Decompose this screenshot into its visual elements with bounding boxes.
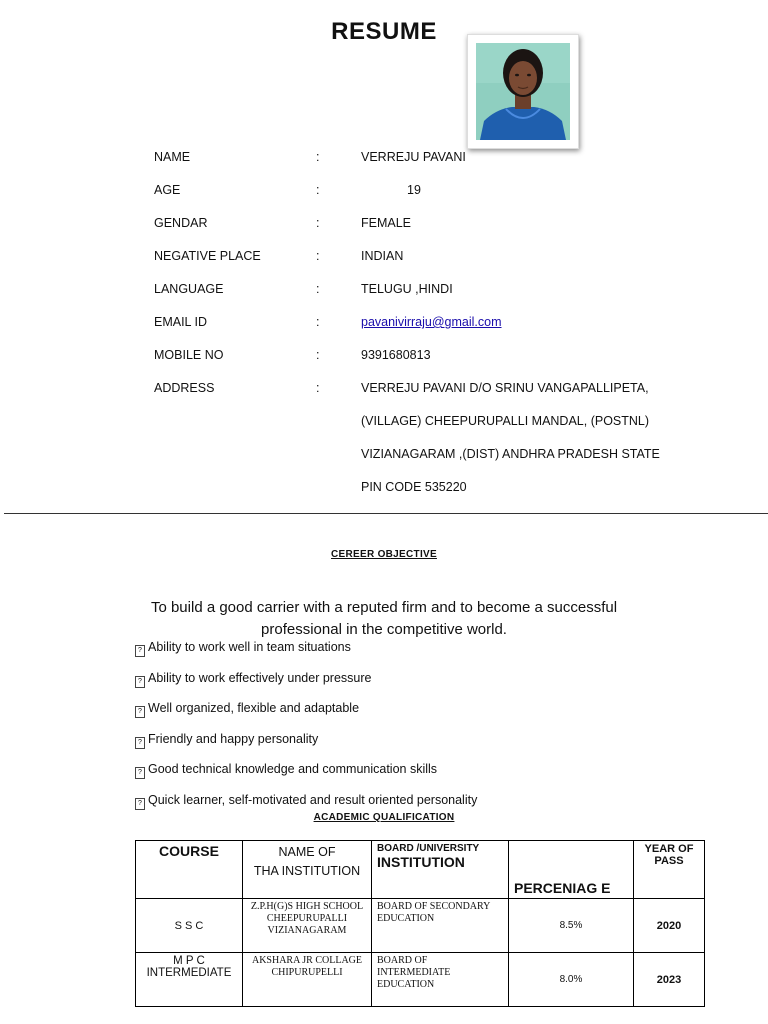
career-objective-heading: CEREER OBJECTIVE: [331, 549, 437, 560]
missing-glyph-icon: ?: [135, 645, 145, 657]
cell-course: S S C: [136, 899, 243, 953]
email-link[interactable]: pavanivirraju@gmail.com: [361, 315, 502, 329]
detail-colon: :: [316, 249, 320, 263]
cell-percentage: 8.0%: [509, 953, 634, 1007]
detail-colon: :: [316, 348, 320, 362]
address-line: [154, 414, 714, 434]
detail-row-gender: [154, 216, 714, 236]
list-item-text: Ability to work effectively under pressure: [148, 671, 372, 685]
missing-glyph-icon: ?: [135, 798, 145, 810]
missing-glyph-icon: ?: [135, 706, 145, 718]
header-board-line1: BOARD /UNIVERSITY: [377, 843, 480, 854]
list-item: [135, 701, 359, 718]
list-item: [135, 640, 351, 657]
detail-label: ADDRESS: [154, 381, 215, 395]
list-item: [135, 793, 477, 810]
list-item: [135, 671, 371, 688]
profile-photo: [467, 34, 579, 149]
list-item-text: Ability to work well in team situations: [148, 640, 351, 654]
missing-glyph-icon: ?: [135, 767, 145, 779]
cell-institution: AKSHARA JR COLLAGE CHIPURUPELLI: [243, 953, 372, 1007]
list-item-text: Well organized, flexible and adaptable: [148, 701, 360, 715]
detail-label: MOBILE NO: [154, 348, 224, 362]
header-percentage-text: PERCENIAG E: [514, 880, 611, 896]
detail-row-mobile: [154, 348, 714, 368]
objective-text: To build a good carrier with a reputed firm and to become a successful professional in the competitive world.: [150, 599, 618, 638]
cell-course: M P C INTERMEDIATE: [136, 953, 243, 1007]
detail-row-age: [154, 183, 714, 203]
header-institution: [243, 841, 372, 899]
header-percentage: [509, 841, 634, 899]
table-row: [136, 899, 705, 953]
table-header-row: [136, 841, 705, 899]
detail-colon: :: [316, 183, 320, 197]
detail-value: VERREJU PAVANI D/O SRINU VANGAPALLIPETA,: [361, 381, 649, 395]
list-item-text: Quick learner, self-motivated and result oriented personality: [148, 793, 478, 807]
header-course: [136, 841, 243, 899]
cell-year: 2023: [634, 953, 705, 1007]
cell-percentage: 8.5%: [509, 899, 634, 953]
cell-institution: Z.P.H(G)S HIGH SCHOOL CHEEPURUPALLI VIZIANAGARAM: [243, 899, 372, 953]
detail-row-language: [154, 282, 714, 302]
detail-value: INDIAN: [361, 249, 404, 263]
detail-label: GENDAR: [154, 216, 208, 230]
list-item: [135, 732, 318, 749]
table-row: [136, 953, 705, 1007]
detail-colon: :: [316, 381, 320, 395]
academic-heading: ACADEMIC QUALIFICATION: [313, 812, 455, 823]
address-line-text: PIN CODE 535220: [361, 480, 467, 494]
header-course-text: COURSE: [159, 843, 219, 859]
detail-value: 19: [407, 183, 421, 197]
detail-label: EMAIL ID: [154, 315, 208, 329]
list-item-text: Good technical knowledge and communication skills: [148, 762, 438, 776]
cell-year: 2020: [634, 899, 705, 953]
header-institution-line1: NAME OF: [278, 845, 336, 859]
section-divider: [4, 513, 768, 514]
detail-value: 9391680813: [361, 348, 431, 362]
detail-row-native-place: [154, 249, 714, 269]
detail-colon: :: [316, 315, 320, 329]
list-item-text: Friendly and happy personality: [148, 732, 319, 746]
detail-value: FEMALE: [361, 216, 412, 230]
detail-label: LANGUAGE: [154, 282, 224, 296]
detail-row-name: [154, 150, 714, 170]
detail-value: VERREJU PAVANI: [361, 150, 466, 164]
detail-colon: :: [316, 282, 320, 296]
detail-colon: :: [316, 216, 320, 230]
header-board: [372, 841, 509, 899]
detail-label: NEGATIVE PLACE: [154, 249, 261, 263]
detail-row-address: [154, 381, 714, 401]
missing-glyph-icon: ?: [135, 737, 145, 749]
header-board-line2: INSTITUTION: [377, 854, 465, 870]
cell-board: BOARD OF SECONDARY EDUCATION: [372, 899, 509, 953]
missing-glyph-icon: ?: [135, 676, 145, 688]
academic-table: [135, 840, 705, 1007]
cell-board: BOARD OF INTERMEDIATE EDUCATION: [372, 953, 509, 1007]
detail-label: AGE: [154, 183, 181, 197]
header-year-text: YEAR OF PASS: [644, 843, 694, 867]
detail-label: NAME: [154, 150, 191, 164]
list-item: [135, 762, 437, 779]
address-line-text: (VILLAGE) CHEEPURUPALLI MANDAL, (POSTNL): [361, 414, 650, 428]
address-line: [154, 480, 714, 500]
page-title: RESUME: [331, 18, 437, 45]
header-year: [634, 841, 705, 899]
detail-colon: :: [316, 150, 320, 164]
detail-value: TELUGU ,HINDI: [361, 282, 453, 296]
address-line: [154, 447, 714, 467]
address-line-text: VIZIANAGARAM ,(DIST) ANDHRA PRADESH STATE: [361, 447, 660, 461]
detail-row-email: [154, 315, 714, 335]
profile-photo-icon: [476, 43, 570, 140]
header-institution-line2: THA INSTITUTION: [253, 864, 361, 878]
